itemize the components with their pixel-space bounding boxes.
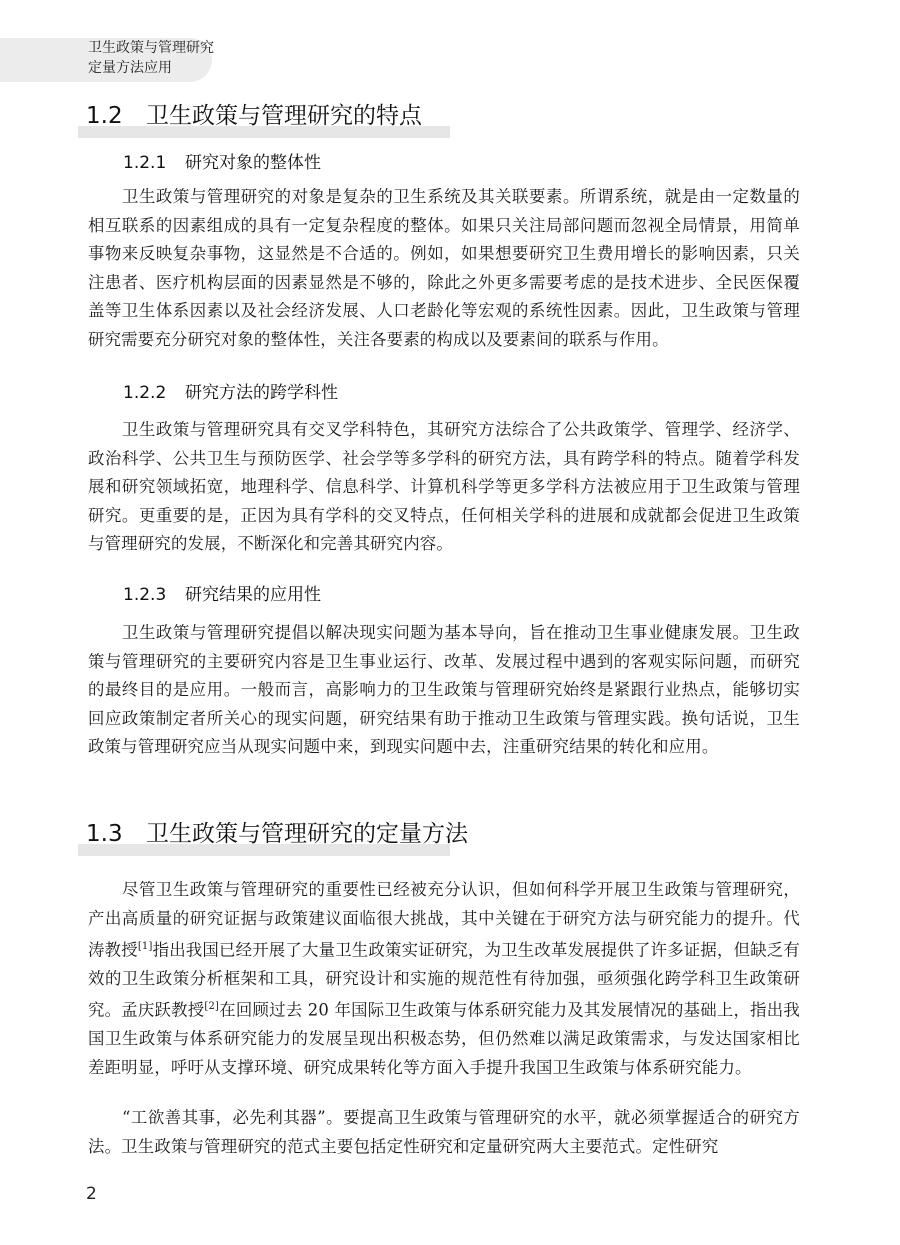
subsection-title: 研究结果的应用性 <box>185 585 321 605</box>
page-number: 2 <box>86 1184 97 1204</box>
subsection-title: 研究对象的整体性 <box>185 153 321 173</box>
paragraph-1-2-2: 卫生政策与管理研究具有交叉学科特色，其研究方法综合了公共政策学、管理学、经济学、政治科学、公共卫生与预防医学、社会学等多学科的研究方法，具有跨学科的特点。随着学科发展和研究领域拓宽，地理科学、信息科学、计算机科学等更多学科方法被应用于卫生政策与管理研究。更重要的是，正因为具有学科的交叉特点，任何相关学科的进展和成就都会促进卫生政策与管理研究的发展，不断深化和完善其研究内容。 <box>88 420 800 553</box>
section-title: 卫生政策与管理研究的特点 <box>146 103 422 129</box>
paragraph-text: 指出我国已经开展了大量卫生政策实证研究，为卫生改革发展提供了许多证据，但缺乏有效的卫生政策分析框架和工具，研究设计和实施的规范性有待加强，亟须强化跨学科卫生政策研究。孟庆跃教授 <box>88 940 800 1020</box>
running-header-subtitle: 定量方法应用 <box>88 60 172 76</box>
citation-ref-1: [1] <box>137 941 153 952</box>
paragraph-1-3-methods: “工欲善其事，必先利其器”。要提高卫生政策与管理研究的水平，就必须掌握适合的研究方法。卫生政策与管理研究的范式主要包括定性研究和定量研究两大主要范式。定性研究 <box>88 1108 800 1156</box>
subsection-number: 1.2.3 <box>123 585 167 605</box>
running-header-book-title: 卫生政策与管理研究 <box>88 40 214 56</box>
subsection-title: 研究方法的跨学科性 <box>185 383 338 403</box>
citation-ref-2: [2] <box>204 1001 220 1013</box>
running-header <box>88 38 214 78</box>
paragraph-text: 尽管卫生政策与管理研究的重要性已经被充分认识，但如何科学开展卫生政策与管理研究，产出高质量的研究证据与政策建议面临很大挑战，其中关键在于研究方法与研究能力的提升。代涛教授 <box>88 880 800 960</box>
subsection-number: 1.2.1 <box>123 153 167 173</box>
subsection-1-2-3-heading <box>123 583 321 607</box>
paragraph-1-2-1: 卫生政策与管理研究的对象是复杂的卫生系统及其关联要素。所谓系统，就是由一定数量的相互联系的因素组成的具有一定复杂程度的整体。如果只关注局部问题而忽视全局情景，用简单事物来反映复杂事物，这显然是不合适的。例如，如果想要研究卫生费用增长的影响因素，只关注患者、医疗机构层面的因素显然是不够的，除此之外更多需要考虑的是技术进步、全民医保覆盖等卫生体系因素以及社会经济发展、人口老龄化等宏观的系统性因素。因此，卫生政策与管理研究需要充分研究对象的整体性，关注各要素的构成以及要素间的联系与作用。 <box>88 187 800 349</box>
subsection-1-2-1-heading <box>123 151 321 175</box>
paragraph-1-3-intro <box>88 876 800 1082</box>
section-number: 1.2 <box>86 103 123 129</box>
section-1-3-heading <box>86 816 468 856</box>
subsection-1-2-2-heading <box>123 381 338 405</box>
section-number: 1.3 <box>86 821 123 847</box>
paragraph-1-2-3: 卫生政策与管理研究提倡以解决现实问题为基本导向，旨在推动卫生事业健康发展。卫生政策与管理研究的主要研究内容是卫生事业运行、改革、发展过程中遇到的客观实际问题，而研究的最终目的是应用。一般而言，高影响力的卫生政策与管理研究始终是紧跟行业热点，能够切实回应政策制定者所关心的现实问题，研究结果有助于推动卫生政策与管理实践。换句话说，卫生政策与管理研究应当从现实问题中来，到现实问题中去，注重研究结果的转化和应用。 <box>88 623 800 756</box>
subsection-number: 1.2.2 <box>123 383 167 403</box>
section-1-2-heading <box>86 98 422 138</box>
paragraph-text: 在回顾过去 20 年国际卫生政策与体系研究能力及其发展情况的基础上，指出我国卫生政策与体系研究能力的发展呈现出积极态势，但仍然难以满足政策需求，与发达国家相比差距明显，呼吁从支撑环境、研究成果转化等方面入手提升我国卫生政策与体系研究能力。 <box>88 1000 800 1077</box>
section-title: 卫生政策与管理研究的定量方法 <box>146 821 468 847</box>
